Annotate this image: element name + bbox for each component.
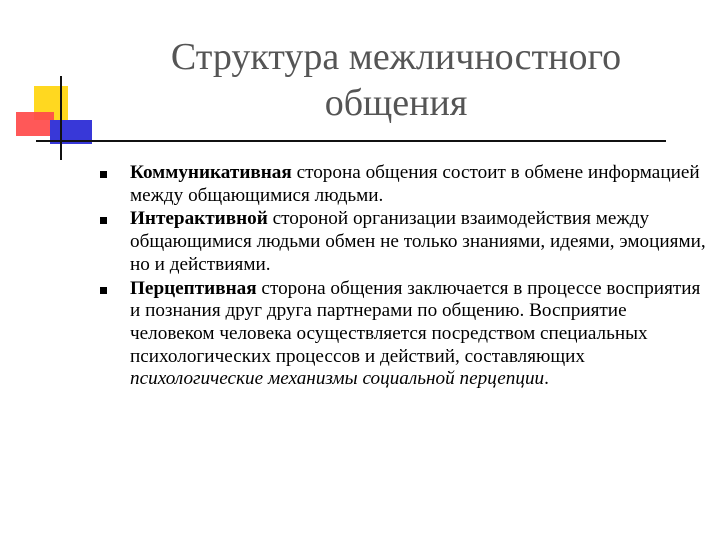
slide-title [96,34,696,126]
square-bullet-icon [100,217,107,224]
slide-title-line-2: общения [324,82,468,124]
logo-vertical-line [60,76,62,160]
bullet-term: Перцептивная [130,277,257,299]
bullet-text: стороной организации взаимодействия между общающимися людьми обмен не только знаниями, идеями, эмоциями, но и действиями. [130,208,706,275]
square-bullet-icon [100,287,107,294]
bullet-text-end: . [544,368,549,390]
bullet-text: сторона общения заключается в процессе восприятия и познания друг друга партнерами по общению. Восприятие человеком человека осуществляется посредством специальных психологических процессов и действий, составляющих [130,277,701,367]
bullet-text: сторона общения состоит в обмене информацией между общающимися людьми. [130,162,700,206]
square-bullet-icon [100,171,107,178]
bullet-item-perceptive [100,278,706,392]
title-divider-line [36,140,666,142]
slide-title-line-1: Структура межличностного [170,36,622,78]
bullet-italic-term: психологические механизмы социальной перцепции [130,368,545,390]
bullet-list [100,162,706,392]
bullet-term: Интерактивной [130,208,268,230]
bullet-item-communicative [100,162,706,207]
bullet-item-interactive [100,208,706,276]
logo-red-square [16,112,54,136]
bullet-term: Коммуникативная [130,162,292,183]
